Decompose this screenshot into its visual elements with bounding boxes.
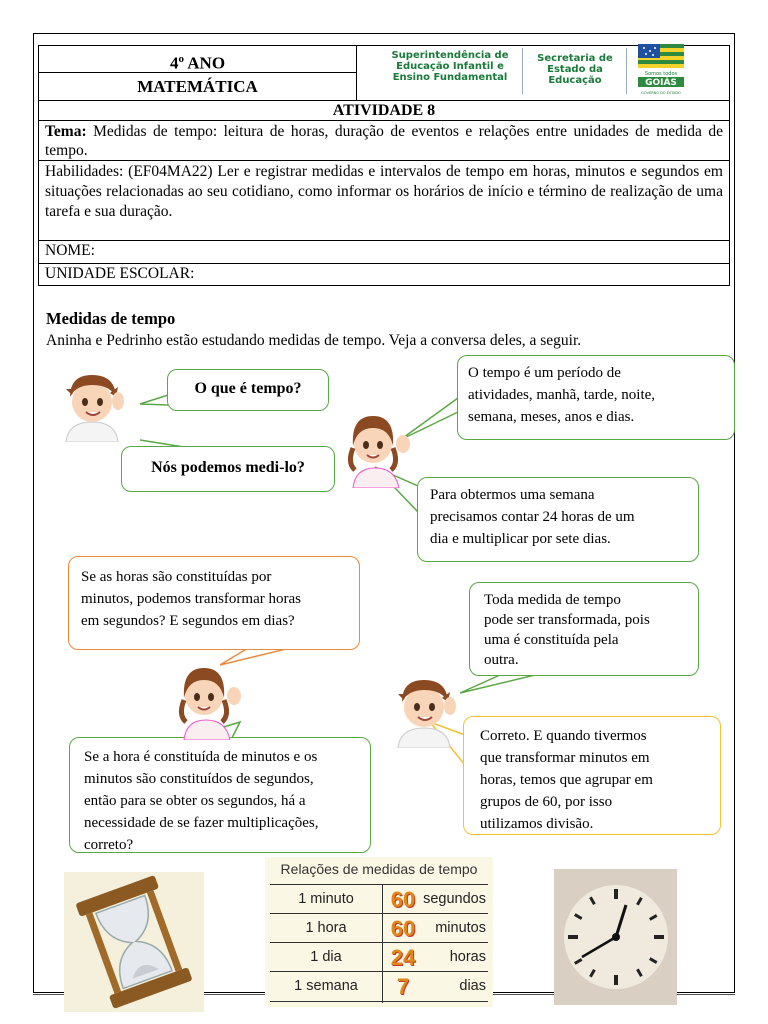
grade-number: 4 bbox=[169, 53, 179, 73]
boy-character-icon bbox=[384, 670, 464, 748]
nome-field[interactable]: NOME: bbox=[38, 241, 730, 264]
logo-goias-main: GOIÁS bbox=[645, 78, 677, 88]
table-row: 1 semana 7 dias bbox=[270, 971, 488, 1002]
speech-bubble-5: Se as horas são constituídas por minutos, podemos transformar horas em segundos? E segundos em dias? bbox=[68, 556, 360, 650]
table-row: 1 dia 24 horas bbox=[270, 942, 488, 972]
logo-secretaria: Secretaria de Estado da Educação bbox=[537, 53, 613, 86]
habilidades-row: Habilidades: (EF04MA22) Ler e registrar medidas e intervalos de tempo em horas, minutos e segundos em situações relacionadas ao seu cotidiano, como informar os horários de início e término de realização de uma tarefa e sua duração. bbox=[38, 161, 730, 241]
speech-bubble-8: Correto. E quando tivermos que transformar minutos em horas, temos que agrupar em grupos de 60, por isso utilizamos divisão. bbox=[463, 716, 721, 835]
grade-label: ANO bbox=[183, 53, 226, 73]
girl-character-icon bbox=[337, 408, 417, 488]
logo-goias-top: Somos todos bbox=[644, 71, 678, 77]
unidade-escolar-field[interactable]: UNIDADE ESCOLAR: bbox=[38, 264, 730, 286]
speech-bubble-1: O que é tempo? bbox=[167, 369, 329, 411]
speech-bubble-6: Toda medida de tempo pode ser transformada, pois uma é constituída pela outra. bbox=[469, 582, 699, 676]
speech-bubble-3: O tempo é um período de atividades, manhã, tarde, noite, semana, meses, anos e dias. bbox=[457, 355, 735, 440]
activity-title: ATIVIDADE 8 bbox=[38, 101, 730, 121]
grade-ordinal: o bbox=[178, 53, 184, 65]
speech-bubble-7: Se a hora é constituída de minutos e os minutos são constituídos de segundos, então para se obter os segundos, há a necessidade de se fazer multiplicações, correto? bbox=[69, 737, 371, 853]
table-row: 1 hora 60 minutos bbox=[270, 913, 488, 943]
girl-character-icon bbox=[168, 660, 248, 740]
logo-superintendencia: Superintendência de Educação Infantil e Ensino Fundamental bbox=[391, 50, 509, 83]
tema-label: Tema: bbox=[45, 123, 87, 140]
subject-cell: MATEMÁTICA bbox=[39, 73, 357, 100]
section-title: Medidas de tempo bbox=[46, 309, 176, 328]
table-row: 1 minuto 60 segundos bbox=[270, 884, 488, 914]
time-relations-table bbox=[265, 857, 493, 1007]
logo-goias-sub: GOVERNO DO ESTADO bbox=[641, 91, 681, 95]
section-intro: Aninha e Pedrinho estão estudando medidas de tempo. Veja a conversa deles, a seguir. bbox=[46, 332, 582, 349]
speech-bubble-2: Nós podemos medi-lo? bbox=[121, 446, 335, 492]
clock-icon bbox=[554, 869, 677, 1005]
hourglass-icon bbox=[64, 872, 204, 1012]
speech-bubble-4: Para obtermos uma semana precisamos contar 24 horas de um dia e multiplicar por sete dias. bbox=[417, 477, 699, 562]
table-title: Relações de medidas de tempo bbox=[280, 861, 478, 877]
boy-character-icon bbox=[52, 367, 132, 442]
tema-text: Medidas de tempo: leitura de horas, duração de eventos e relações entre unidades de medida de tempo. bbox=[45, 123, 723, 159]
